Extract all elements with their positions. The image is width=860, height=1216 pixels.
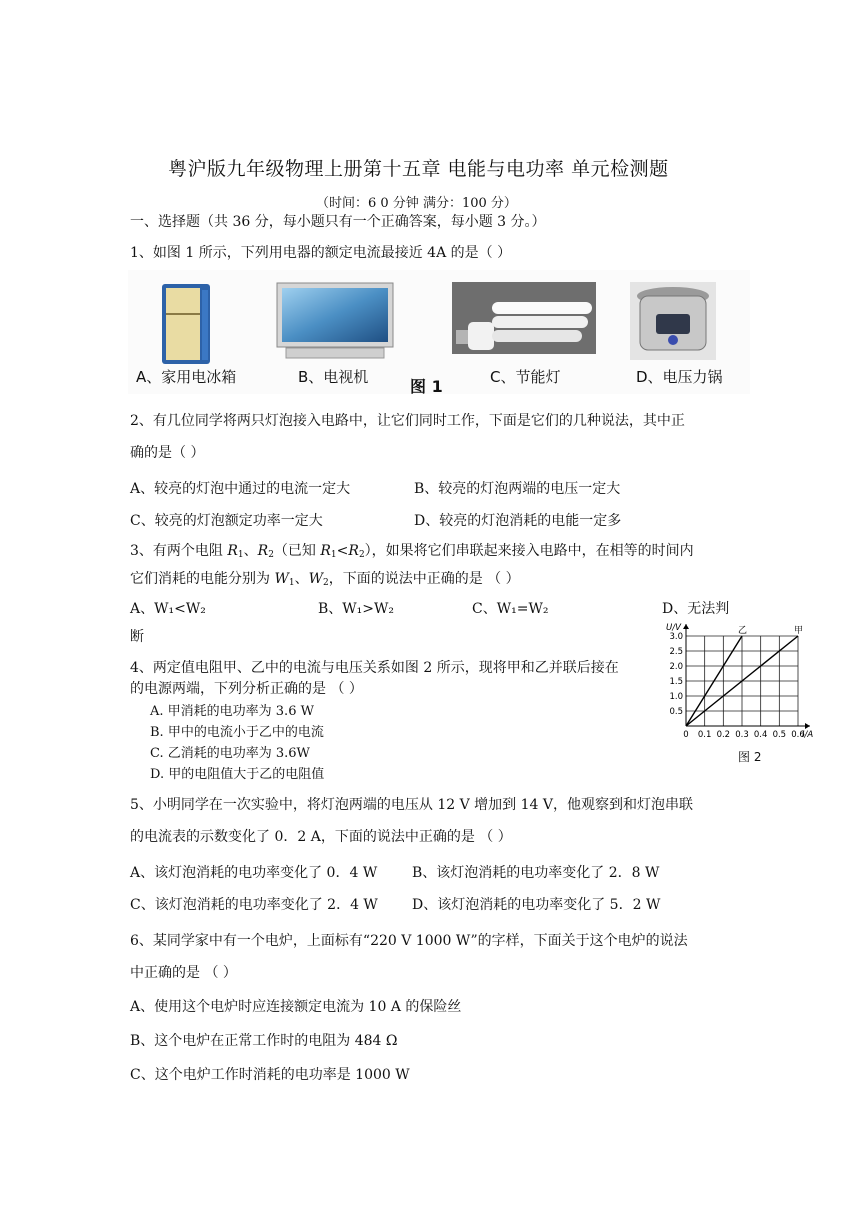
q4-option-d: D. 甲的电阻值大于乙的电阻值 — [150, 767, 325, 782]
q5-stem-line1: 5、小明同学在一次实验中，将灯泡两端的电压从 12 V 增加到 14 V，他观察到和灯泡串联 — [130, 797, 694, 813]
y-tick-label: 0.5 — [669, 707, 683, 717]
q4-option-a: A. 甲消耗的电功率为 3.6 W — [150, 704, 314, 719]
q1-option-b: B、电视机 — [298, 368, 369, 386]
y-axis-label: U/V — [666, 623, 681, 633]
q2-stem-line1: 2、有几位同学将两只灯泡接入电路中，让它们同时工作，下面是它们的几种说法，其中正 — [130, 413, 685, 429]
q3-option-b: B、W₁>W₂ — [318, 601, 395, 617]
q3-option-a: A、W₁<W₂ — [130, 601, 206, 617]
q4-option-b: B. 甲中的电流小于乙中的电流 — [150, 725, 324, 740]
q3-stem-part2: （已知 — [273, 543, 321, 559]
q5-stem-line2: 的电流表的示数变化了 0．2 A，下面的说法中正确的是 （ ） — [130, 829, 512, 845]
figure-2-caption: 图 2 — [738, 750, 762, 764]
q2-stem-line2: 确的是（ ） — [130, 445, 205, 461]
q3-stem-part1: 3、有两个电阻 — [130, 543, 228, 559]
series-label-yi: 乙 — [738, 626, 748, 636]
x-tick-label: 0.1 — [697, 730, 712, 740]
q3-option-d: D、无法判 — [662, 601, 730, 617]
section-heading: 一、选择题（共 36 分，每小题只有一个正确答案，每小题 3 分。） — [130, 214, 546, 230]
q5-option-b: B、该灯泡消耗的电功率变化了 2．8 W — [412, 865, 660, 881]
q4-stem-line2: 的电源两端，下列分析正确的是 （ ） — [130, 681, 363, 697]
y-tick-label: 3.0 — [669, 632, 683, 642]
x-axis-label: I/A — [802, 730, 814, 740]
series-label-jia: 甲 — [794, 626, 804, 636]
q1-figure — [128, 270, 750, 394]
q6-stem-line1: 6、某同学家中有一个电炉，上面标有“220 V 1000 W”的字样，下面关于这个电炉的说法 — [130, 933, 688, 949]
q6-option-b: B、这个电炉在正常工作时的电阻为 484 Ω — [130, 1033, 398, 1049]
q4-stem-line1: 4、两定值电阻甲、乙中的电流与电压关系如图 2 所示，现将甲和乙并联后接在 — [130, 660, 619, 676]
pressure-cooker-icon — [630, 282, 716, 360]
x-tick-label: 0.4 — [753, 730, 768, 740]
x-tick-label: 0 — [683, 730, 689, 740]
energy-saving-lamp-icon — [452, 282, 596, 354]
y-tick-label: 1.5 — [669, 677, 683, 687]
q1-option-c: C、节能灯 — [490, 368, 561, 386]
q3-stem-part4: 它们消耗的电能分别为 — [130, 571, 275, 587]
q1-stem: 1、如图 1 所示，下列用电器的额定电流最接近 4A 的是（ ） — [130, 245, 512, 261]
refrigerator-icon — [160, 282, 212, 366]
q5-option-a: A、该灯泡消耗的电功率变化了 0．4 W — [130, 865, 378, 881]
exam-info: （时间：6 0 分钟 满分：100 分） — [316, 196, 517, 211]
x-axis-arrow — [805, 723, 810, 729]
q2-option-a: A、较亮的灯泡中通过的电流一定大 — [130, 481, 351, 497]
q2-option-d: D、较亮的灯泡消耗的电能一定多 — [414, 513, 622, 529]
q4-option-c: C. 乙消耗的电功率为 3.6W — [150, 746, 310, 761]
y-tick-label: 1.0 — [669, 692, 683, 702]
q6-stem-line2: 中正确的是 （ ） — [130, 965, 237, 981]
q3-option-d-continued: 断 — [130, 629, 144, 645]
q3-stem-line1: 3、有两个电阻 $R_1$、$R_2$（已知 $R_1<R_2$），如果将它们串联起来接入电路中，在相等的时间内 — [130, 543, 694, 560]
q6-option-c: C、这个电炉工作时消耗的电功率是 1000 W — [130, 1067, 410, 1083]
q5-option-c: C、该灯泡消耗的电功率变化了 2．4 W — [130, 897, 378, 913]
q5-option-d: D、该灯泡消耗的电功率变化了 5．2 W — [412, 897, 661, 913]
q3-stem-part5: ，下面的说法中正确的是 （ ） — [328, 571, 520, 587]
y-tick-label: 2.5 — [669, 647, 683, 657]
x-tick-label: 0.2 — [716, 730, 731, 740]
television-icon — [276, 282, 394, 362]
iu-chart — [664, 618, 814, 748]
y-axis-arrow — [683, 624, 689, 629]
q3-option-c: C、W₁=W₂ — [472, 601, 549, 617]
x-tick-label: 0.3 — [735, 730, 749, 740]
x-tick-label: 0.5 — [772, 730, 787, 740]
q1-option-a: A、家用电冰箱 — [136, 368, 237, 386]
q6-option-a: A、使用这个电炉时应连接额定电流为 10 A 的保险丝 — [130, 999, 462, 1015]
q1-option-d: D、电压力锅 — [636, 368, 723, 386]
q2-option-c: C、较亮的灯泡额定功率一定大 — [130, 513, 323, 529]
page-title: 粤沪版九年级物理上册第十五章 电能与电功率 单元检测题 — [168, 158, 669, 180]
q3-stem-line2: 它们消耗的电能分别为 $W_1$、$W_2$，下面的说法中正确的是 （ ） — [130, 571, 520, 588]
figure-1-label: 图 1 — [410, 377, 443, 396]
y-tick-label: 2.0 — [669, 662, 683, 672]
q2-option-b: B、较亮的灯泡两端的电压一定大 — [414, 481, 621, 497]
x-tick-label: 0.6 — [791, 730, 805, 740]
q3-stem-part3: ），如果将它们串联起来接入电路中，在相等的时间内 — [364, 543, 694, 559]
